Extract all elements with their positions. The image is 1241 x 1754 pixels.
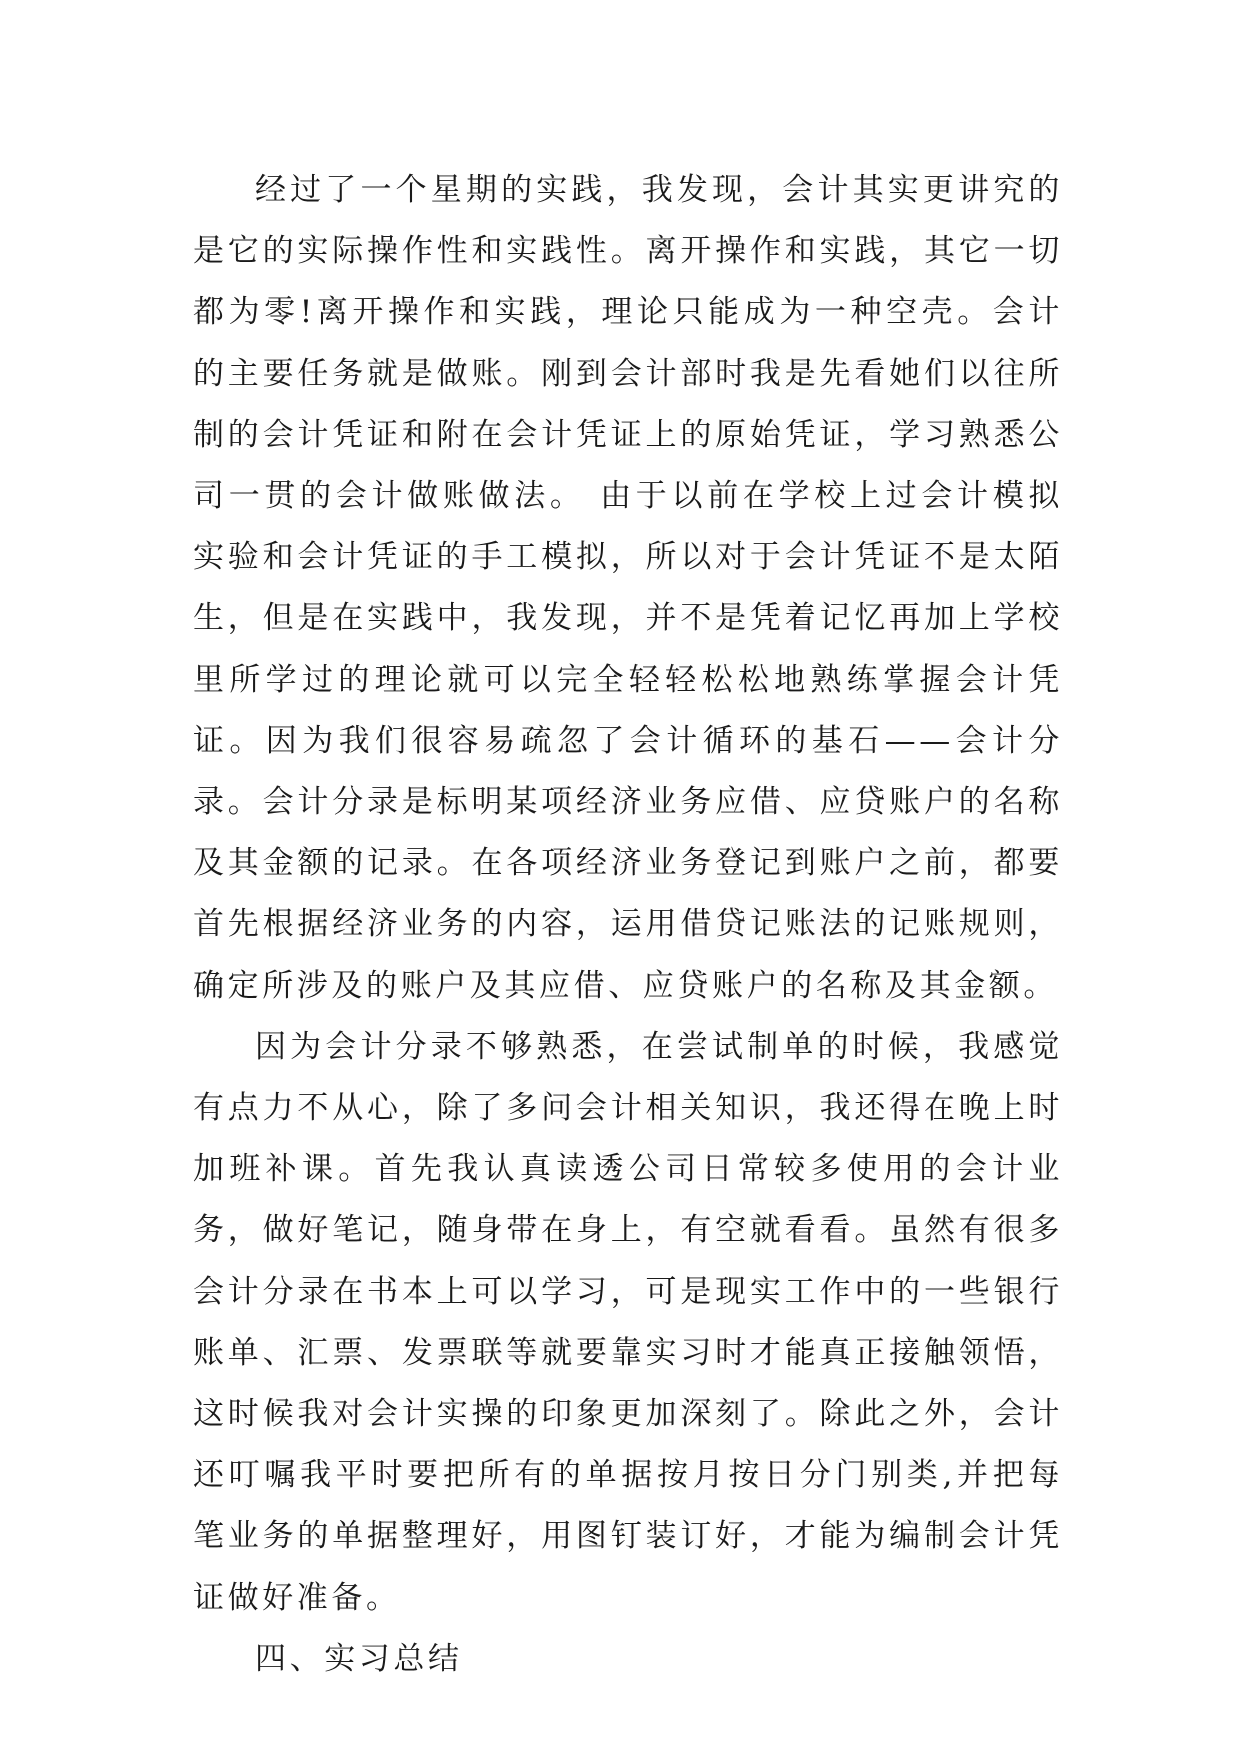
paragraph-journal-entries: 因为会计分录不够熟悉，在尝试制单的时候，我感觉有点力不从心，除了多问会计相关知识，我还得在晚上时加班补课。首先我认真读透公司日常较多使用的会计业务，做好笔记，随身带在身上，有空就看看。虽然有很多会计分录在书本上可以学习，可是现实工作中的一些银行账单、汇票、发票联等就要靠实习时才能真正接触领悟，这时候我对会计实操的印象更加深刻了。除此之外，会计还叮嘱我平时要把所有的单据按月按日分门别类,并把每笔业务的单据整理好，用图钉装订好，才能为编制会计凭证做好准备。 (193, 1028, 1063, 1616)
document-body (193, 160, 1063, 1690)
section-heading-summary: 四、实习总结 (255, 1640, 463, 1677)
paragraph-practice-experience: 经过了一个星期的实践，我发现，会计其实更讲究的是它的实际操作性和实践性。离开操作和实践，其它一切都为零!离开操作和实践，理论只能成为一种空壳。会计的主要任务就是做账。刚到会计部时我是先看她们以往所制的会计凭证和附在会计凭证上的原始凭证，学习熟悉公司一贯的会计做账做法。 由于以前在学校上过会计模拟实验和会计凭证的手工模拟，所以对于会计凭证不是太陌生，但是在实践中，我发现，并不是凭着记忆再加上学校里所学过的理论就可以完全轻轻松松地熟练掌握会计凭证。因为我们很容易疏忽了会计循环的基石——会计分录。会计分录是标明某项经济业务应借、应贷账户的名称及其金额的记录。在各项经济业务登记到账户之前，都要首先根据经济业务的内容，运用借贷记账法的记账规则，确定所涉及的账户及其应借、应贷账户的名称及其金额。 (193, 172, 1063, 1004)
